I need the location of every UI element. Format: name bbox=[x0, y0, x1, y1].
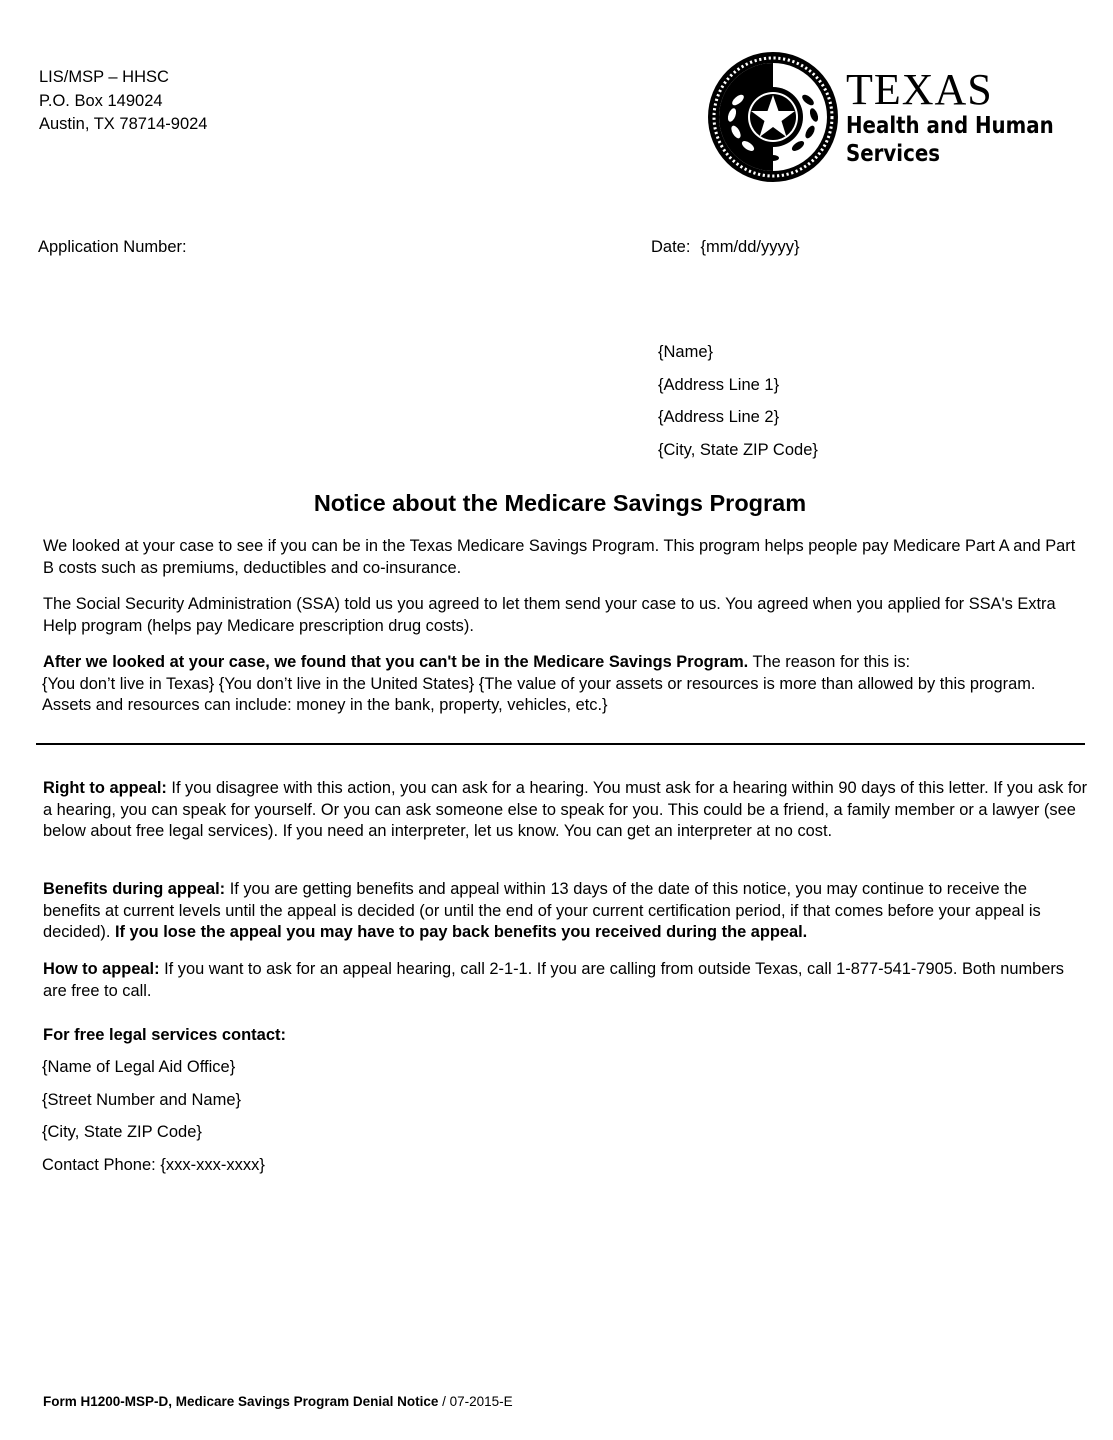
benefits-during-appeal-label: Benefits during appeal: bbox=[43, 880, 226, 898]
recipient-address-line-1: {Address Line 1} bbox=[658, 375, 780, 394]
notice-date bbox=[651, 238, 799, 257]
right-to-appeal-label: Right to appeal: bbox=[43, 779, 167, 797]
form-name: Form H1200-MSP-D, Medicare Savings Program Denial Notice bbox=[43, 1394, 439, 1409]
notice-title: Notice about the Medicare Savings Program bbox=[313, 490, 807, 516]
return-address bbox=[39, 66, 207, 137]
date-label: Date: bbox=[651, 238, 691, 256]
application-number-label: Application Number: bbox=[38, 238, 187, 256]
return-address-line: Austin, TX 78714-9024 bbox=[39, 115, 208, 133]
form-version: / 07-2015-E bbox=[438, 1394, 513, 1409]
how-to-appeal-label: How to appeal: bbox=[43, 960, 160, 978]
recipient-city-state-zip: {City, State ZIP Code} bbox=[658, 440, 818, 459]
logo-texas-text: TEXAS bbox=[846, 65, 993, 114]
return-address-line: LIS/MSP – HHSC bbox=[39, 68, 169, 86]
paragraph-right-to-appeal bbox=[43, 778, 1088, 843]
paragraph-ssa: The Social Security Administration (SSA) told us you agreed to let them send your case to us. You agreed when you applied for SSA's Extra Help program (helps pay Medicare prescription drug costs). bbox=[43, 595, 1056, 635]
recipient-address bbox=[658, 336, 818, 466]
recipient-address-line-2: {Address Line 2} bbox=[658, 408, 780, 426]
logo-agency-line: Health and Human bbox=[846, 113, 1054, 139]
paragraph-decision bbox=[43, 652, 1088, 717]
logo-agency-line: Services bbox=[846, 141, 941, 167]
application-number bbox=[38, 238, 187, 257]
hhs-logo bbox=[706, 50, 1054, 185]
decision-statement: After we looked at your case, we found that you can't be in the Medicare Savings Program. bbox=[43, 653, 749, 671]
legal-office-name: {Name of Legal Aid Office} bbox=[42, 1058, 236, 1076]
decision-reason-lead: The reason for this is: bbox=[748, 653, 911, 671]
return-address-line: P.O. Box 149024 bbox=[39, 91, 163, 110]
benefits-during-appeal-text: If you are getting benefits and appeal within 13 days of the date of this notice, you may continue to receive the benefits at current levels until the appeal is decided (or until the end of your current certification period, if that comes before your appeal is decided). bbox=[43, 880, 1041, 941]
legal-services-heading: For free legal services contact: bbox=[43, 1026, 287, 1044]
right-to-appeal-text: If you disagree with this action, you can ask for a hearing. You must ask for a hearing within 90 days of this letter. If you ask for a hearing, you can speak for yourself. Or you can ask someone else to speak for you. This could be a friend, a family member or a lawyer (see below about free legal services). If you need an interpreter, let us know. You can get an interpreter at no cost. bbox=[43, 779, 1088, 840]
date-value: {mm/dd/yyyy} bbox=[700, 238, 800, 256]
texas-seal-icon bbox=[706, 50, 840, 184]
benefits-payback-warning: If you lose the appeal you may have to pay back benefits you received during the appeal. bbox=[114, 923, 808, 941]
paragraph-how-to-appeal bbox=[43, 959, 1088, 1002]
paragraph-benefits-during-appeal bbox=[43, 879, 1088, 944]
paragraph-intro: We looked at your case to see if you can be in the Texas Medicare Savings Program. This program helps people pay Medicare Part A and Part B costs such as premiums, deductibles and co-insurance. bbox=[43, 537, 1076, 577]
legal-office-city-state-zip: {City, State ZIP Code} bbox=[42, 1123, 202, 1141]
decision-reasons: {You don’t live in Texas} {You don’t live in the United States} {The value of your assets or resources is more than allowed by this program. Assets and resources can include: money in the bank, property, vehicles, etc.} bbox=[42, 674, 1036, 714]
legal-services bbox=[42, 1024, 286, 1181]
section-divider bbox=[36, 743, 1085, 745]
legal-office-street: {Street Number and Name} bbox=[42, 1090, 242, 1109]
how-to-appeal-text: If you want to ask for an appeal hearing, call 2-1-1. If you are calling from outside Texas, call 1-877-541-7905. Both numbers are free to call. bbox=[43, 960, 1064, 1000]
form-footer bbox=[43, 1394, 513, 1409]
legal-office-phone: Contact Phone: {xxx-xxx-xxxx} bbox=[42, 1155, 265, 1174]
recipient-name: {Name} bbox=[658, 343, 714, 361]
